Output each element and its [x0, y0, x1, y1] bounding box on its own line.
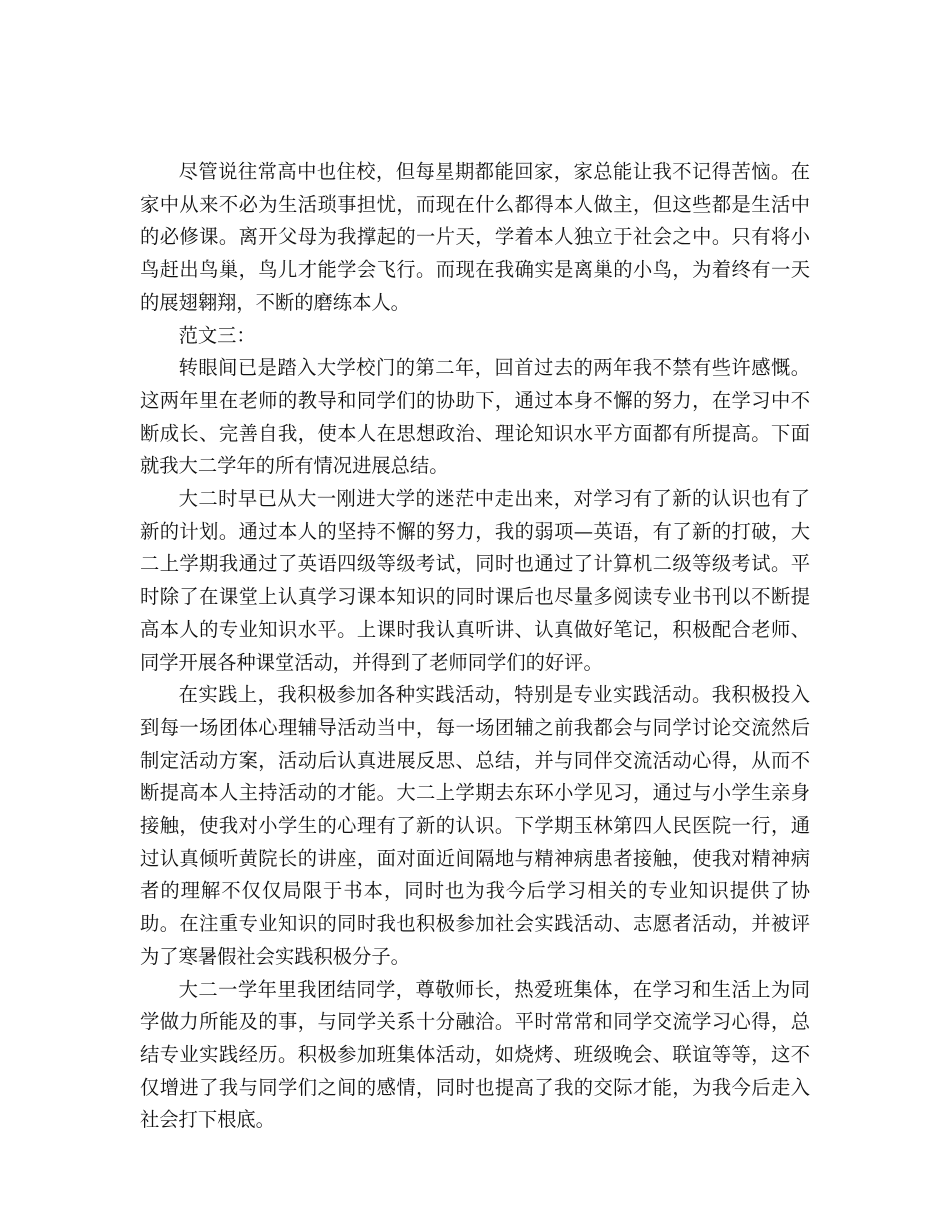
paragraph-study: 大二时早已从大一刚进大学的迷茫中走出来，对学习有了新的认识也有了新的计划。通过本人的坚持不懈的努力，我的弱项—英语，有了新的打破，大二上学期我通过了英语四级等级考试，同时也通过了计算机二级等级考试。平时除了在课堂上认真学习课本知识的同时课后也尽量多阅读专业书刊以不断提高本人的专业知识水平。上课时我认真听讲、认真做好笔记，积极配合老师、同学开展各种课堂活动，并得到了老师同学们的好评。: [140, 487, 810, 674]
paragraph-second-year-intro: 转眼间已是踏入大学校门的第二年，回首过去的两年我不禁有些许感慨。这两年里在老师的教导和同学们的协助下，通过本身不懈的努力，在学习中不断成长、完善自我，使本人在思想政治、理论知识水平方面都有所提高。下面就我大二学年的所有情况进展总结。: [140, 356, 810, 478]
paragraph-practice: 在实践上，我积极参加各种实践活动，特别是专业实践活动。我积极投入到每一场团体心理辅导活动当中，每一场团辅之前我都会与同学讨论交流然后制定活动方案，活动后认真进展反思、总结，并与同伴交流活动心得，从而不断提高本人主持活动的才能。大二上学期去东环小学见习，通过与小学生亲身接触，使我对小学生的心理有了新的认识。下学期玉林第四人民医院一行，通过认真倾听黄院长的讲座，面对面近间隔地与精神病患者接触，使我对精神病者的理解不仅仅局限于书本，同时也为我今后学习相关的专业知识提供了协助。在注重专业知识的同时我也积极参加社会实践活动、志愿者活动，并被评为了寒暑假社会实践积极分子。: [140, 683, 810, 968]
section-heading-sample-three: 范文三：: [178, 323, 256, 347]
paragraph-classmates: 大二一学年里我团结同学，尊敬师长，热爱班集体，在学习和生活上为同学做力所能及的事，与同学关系十分融洽。平时常常和同学交流学习心得，总结专业实践经历。积极参加班集体活动，如烧烤、班级晚会、联谊等等，这不仅增进了我与同学们之间的感情，同时也提高了我的交际才能，为我今后走入社会打下根底。: [140, 977, 810, 1132]
paragraph-leaving-home: 尽管说往常高中也住校，但每星期都能回家，家总能让我不记得苦恼。在家中从来不必为生活琐事担忧，而现在什么都得本人做主，但这些都是生活中的必修课。离开父母为我撑起的一片天，学着本人独立于社会之中。只有将小鸟赶出鸟巢，鸟儿才能学会飞行。而现在我确实是离巢的小鸟，为着终有一天的展翅翱翔，不断的磨练本人。: [140, 160, 810, 314]
document-body: [140, 156, 810, 1137]
